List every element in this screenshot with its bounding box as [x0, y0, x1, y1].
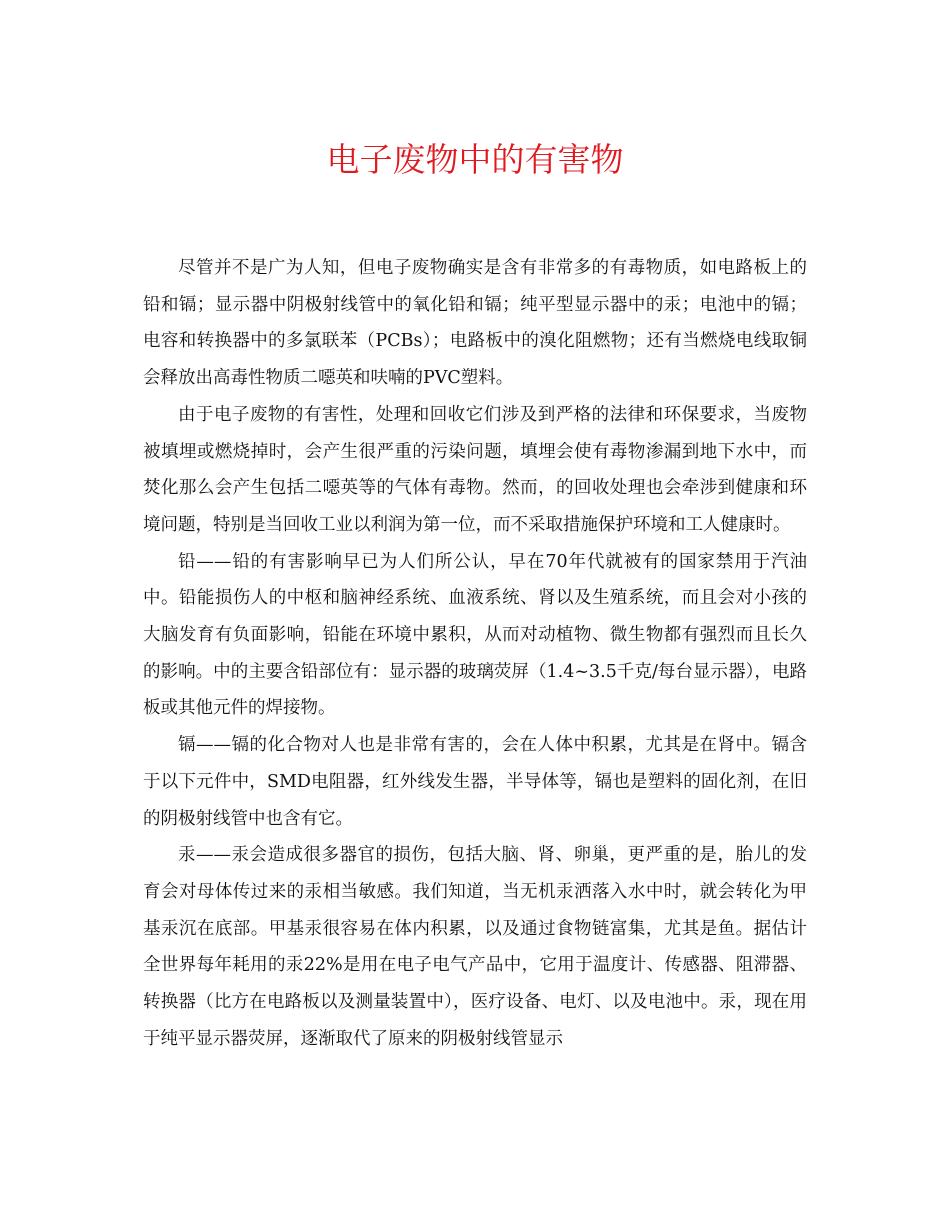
paragraph-intro: 尽管并不是广为人知，但电子废物确实是含有非常多的有毒物质，如电路板上的铅和镉；显示器中阴极射线管中的氧化铅和镉；纯平型显示器中的汞；电池中的镉；电容和转换器中的多氯联苯（PCBs）；电路板中的溴化阻燃物；还有当燃烧电线取铜会释放出高毒性物质二噁英和呋喃的PVC塑料。: [143, 258, 807, 389]
paragraph-disposal: 由于电子废物的有害性，处理和回收它们涉及到严格的法律和环保要求，当废物被填埋或燃烧掉时，会产生很严重的污染问题，填埋会使有毒物渗漏到地下水中，而焚化那么会产生包括二噁英等的气体有毒物。然而，的回收处理也会牵涉到健康和环境问题，特别是当回收工业以利润为第一位，而不采取措施保护环境和工人健康时。: [143, 404, 807, 535]
paragraph-lead: 铅——铅的有害影响早已为人们所公认，早在70年代就被有的国家禁用于汽油中。铅能损伤人的中枢和脑神经系统、血液系统、肾以及生殖系统，而且会对小孩的大脑发育有负面影响，铅能在环境中累积，从而对动植物、微生物都有强烈而且长久的影响。中的主要含铅部位有：显示器的玻璃荧屏（1.4~3.5千克/每台显示器），电路板或其他元件的焊接物。: [143, 551, 807, 719]
paragraph-mercury: 汞——汞会造成很多器官的损伤，包括大脑、肾、卵巢，更严重的是，胎儿的发育会对母体传过来的汞相当敏感。我们知道，当无机汞洒落入水中时，就会转化为甲基汞沉在底部。甲基汞很容易在体内积累，以及通过食物链富集，尤其是鱼。据估计全世界每年耗用的汞22%是用在电子电气产品中，它用于温度计、传感器、阻滞器、转换器（比方在电路板以及测量装置中），医疗设备、电灯、以及电池中。汞，现在用于纯平显示器荧屏，逐渐取代了原来的阴极射线管显示: [143, 845, 807, 1049]
document-body: [143, 250, 807, 1057]
paragraph-cadmium: 镉——镉的化合物对人也是非常有害的，会在人体中积累，尤其是在肾中。镉含于以下元件中，SMD电阻器，红外线发生器，半导体等，镉也是塑料的固化剂，在旧的阴极射线管中也含有它。: [143, 735, 807, 829]
document-title: 电子废物中的有害物: [326, 140, 624, 179]
